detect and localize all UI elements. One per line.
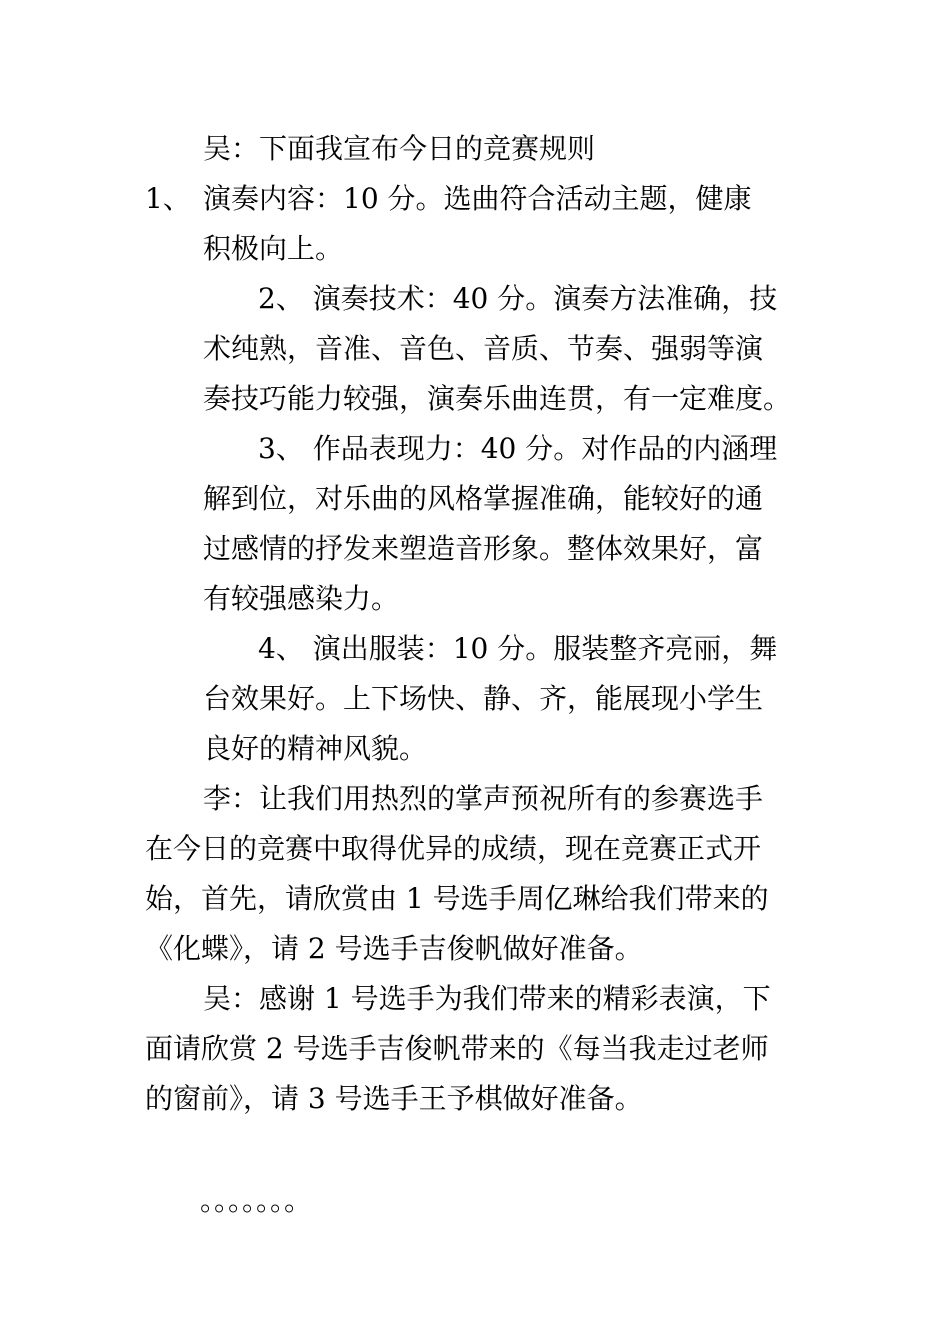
text-line: 台效果好。上下场快、静、齐，能展现小学生 (203, 682, 764, 715)
text-line: 吴：下面我宣布今日的竞赛规则 (203, 132, 596, 165)
text-line: 术纯熟，音准、音色、音质、节奏、强弱等演 (203, 332, 764, 365)
text-line: 4、 演出服装：10 分。服装整齐亮丽，舞 (258, 632, 778, 665)
text-line: 始，首先，请欣赏由 1 号选手周亿琳给我们带来的 (145, 882, 769, 915)
text-line: 良好的精神风貌。 (203, 732, 428, 765)
text-line: 李：让我们用热烈的掌声预祝所有的参赛选手 (203, 782, 764, 815)
text-line: 3、 作品表现力：40 分。对作品的内涵理 (258, 432, 778, 465)
ellipsis-line: 。。。。。。。 (200, 1184, 313, 1217)
text-line: 2、 演奏技术：40 分。演奏方法准确，技 (258, 282, 778, 315)
text-line: 面请欣赏 2 号选手吉俊帆带来的《每当我走过老师 (145, 1032, 769, 1065)
text-line: 奏技巧能力较强，演奏乐曲连贯，有一定难度。 (203, 382, 792, 415)
text-line: 《化蝶》，请 2 号选手吉俊帆做好准备。 (145, 932, 643, 965)
text-line: 演奏内容：10 分。选曲符合活动主题，健康 (203, 182, 752, 215)
text-line: 解到位，对乐曲的风格掌握准确，能较好的通 (203, 482, 764, 515)
text-line: 有较强感染力。 (203, 582, 400, 615)
text-line: 在今日的竞赛中取得优异的成绩，现在竞赛正式开 (145, 832, 762, 865)
text-line: 吴：感谢 1 号选手为我们带来的精彩表演，下 (203, 982, 771, 1015)
text-line: 过感情的抒发来塑造音形象。整体效果好，富 (203, 532, 764, 565)
text-line: 积极向上。 (203, 232, 344, 265)
text-line: 的窗前》，请 3 号选手王予棋做好准备。 (145, 1082, 643, 1115)
list-number: 1、 (145, 182, 191, 215)
